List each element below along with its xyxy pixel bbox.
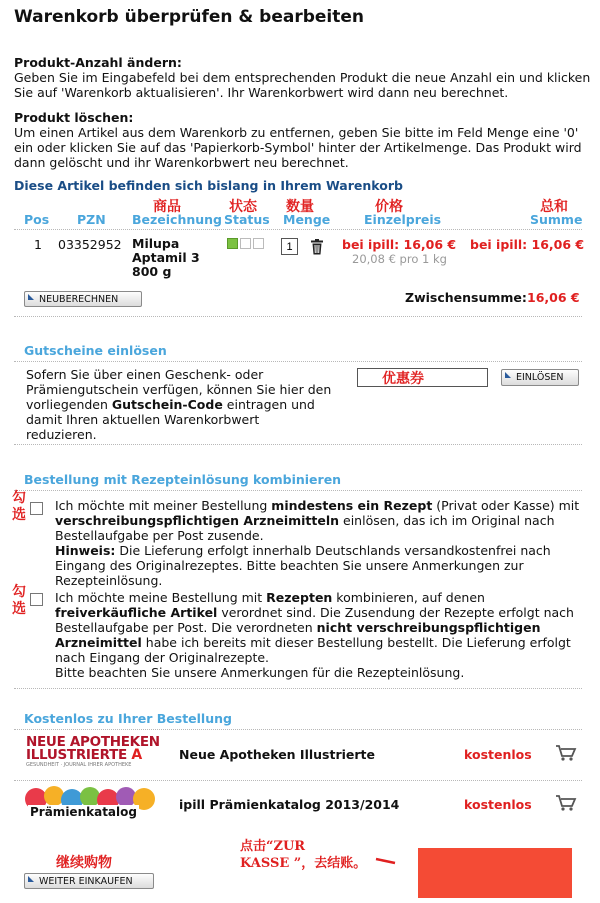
opt1-l1a: Ich möchte mit meiner Bestellung xyxy=(55,498,272,513)
delete-text-1: Um einen Artikel aus dem Warenkorb zu entfernen, geben Sie bitte im Feld Menge eine '0' xyxy=(14,125,579,140)
voucher-text-2: Prämiengutschein verfügen, können Sie hier den xyxy=(26,382,332,397)
col-status: Status xyxy=(224,212,270,227)
page-title: Warenkorb überprüfen & bearbeiten xyxy=(14,7,365,27)
info-count xyxy=(14,55,594,100)
opt2-line-1 xyxy=(55,590,590,605)
checkbox-annotation-1: 勾选 xyxy=(12,490,26,523)
count-text-2: Sie auf 'Warenkorb aktualisieren'. Ihr Warenkorbwert wird dann neu berechnet. xyxy=(14,85,509,100)
logo-line-2-wrap xyxy=(26,749,172,762)
logo-line-1: NEUE APOTHEKEN xyxy=(26,734,160,750)
magazine-logo xyxy=(26,736,172,774)
item-name xyxy=(132,237,200,279)
item-base-price: 20,08 € pro 1 kg xyxy=(352,252,447,266)
count-heading: Produkt-Anzahl ändern: xyxy=(14,55,182,70)
col-pzn: PZN xyxy=(77,212,106,227)
voucher-code-input[interactable] xyxy=(357,368,488,387)
voucher-text-3a: vorliegenden xyxy=(26,397,112,412)
opt1-l2a: verschreibungspflichtigen Arzneimitteln xyxy=(55,513,340,528)
divider xyxy=(14,444,582,445)
catalog-logo xyxy=(24,785,170,823)
info-delete xyxy=(14,110,594,170)
delete-text-2: ein oder klicken Sie auf das 'Papierkorb-Symbol' hinter der Artikelmenge. Das Produkt wird xyxy=(14,140,582,155)
free-item-price: kostenlos xyxy=(464,797,532,812)
col-name: Bezeichnung xyxy=(132,212,222,227)
trash-icon[interactable] xyxy=(310,239,324,255)
item-total: bei ipill: 16,06 € xyxy=(470,237,585,252)
opt1-line-2 xyxy=(55,513,590,528)
opt2-l4a: Arzneimittel xyxy=(55,635,142,650)
opt1-l4b: Die Lieferung erfolgt innerhalb Deutschlands versandkostenfrei nach xyxy=(115,543,551,558)
opt1-note-label: Hinweis: xyxy=(55,543,116,558)
redeem-voucher-button[interactable] xyxy=(501,369,579,386)
opt1-l1b: mindestens ein Rezept xyxy=(271,498,433,513)
continue-shopping-label: WEITER EINKAUFEN xyxy=(39,876,133,887)
recalculate-button[interactable] xyxy=(24,291,142,307)
checkbox-annotation-2: 勾选 xyxy=(12,584,26,617)
checkout-button[interactable] xyxy=(418,848,572,898)
annotation-name: 商品 xyxy=(153,199,181,215)
divider xyxy=(14,316,582,317)
prescription-otc-checkbox[interactable] xyxy=(30,593,43,606)
prescription-option-1 xyxy=(55,498,590,588)
col-qty: Menge xyxy=(283,212,331,227)
opt2-l1c: kombinieren, auf denen xyxy=(332,590,485,605)
status-green-box xyxy=(227,238,238,249)
voucher-text-1: Sofern Sie über einen Geschenk- oder xyxy=(26,367,264,382)
pharmacy-a-icon: A xyxy=(131,747,142,763)
add-to-cart-icon[interactable] xyxy=(555,744,577,762)
opt1-line-1 xyxy=(55,498,590,513)
opt1-line-6: Rezepteinlösung. xyxy=(55,573,163,588)
opt2-l4b: habe ich bereits mit dieser Bestellung bestellt. Die Lieferung erfolgt xyxy=(141,635,571,650)
delete-text-3: dann gelöscht und ihr Warenkorbwert neu berechnet. xyxy=(14,155,349,170)
subtotal-value: 16,06 € xyxy=(527,290,580,305)
arrow-icon xyxy=(28,294,34,300)
item-pos: 1 xyxy=(34,237,42,252)
prescription-option-2 xyxy=(55,590,590,680)
opt2-line-3 xyxy=(55,620,590,635)
opt1-line-3: Bestellaufgabe per Post zusende. xyxy=(55,528,264,543)
opt1-line-5: Eingang des Originalrezeptes. Bitte beachten Sie unsere Anmerkungen zur xyxy=(55,558,524,573)
continue-shopping-button[interactable] xyxy=(24,873,154,889)
voucher-annotation: 优惠券 xyxy=(382,371,424,387)
logo-tagline: GESUNDHEIT · JOURNAL IHRER APOTHEKE xyxy=(26,762,132,768)
logo-line-2: ILLUSTRIERTE xyxy=(26,747,127,763)
voucher-description xyxy=(26,367,346,442)
free-items-heading: Kostenlos zu Ihrer Bestellung xyxy=(24,711,232,726)
divider xyxy=(14,490,582,491)
opt2-l3a: Bestellaufgabe per Post. Die verordneten xyxy=(55,620,317,635)
col-sum: Summe xyxy=(530,212,583,227)
col-pos: Pos xyxy=(24,212,50,227)
catalog-logo-text: Prämienkatalog xyxy=(30,805,137,819)
opt2-line-4 xyxy=(55,635,590,650)
voucher-text-3 xyxy=(26,397,346,412)
redeem-label: EINLÖSEN xyxy=(516,372,564,383)
annotation-qty: 数量 xyxy=(286,199,314,215)
table-row xyxy=(0,235,600,283)
count-text-1: Geben Sie im Eingabefeld bei dem entsprechenden Produkt die neue Anzahl ein und klicken xyxy=(14,70,591,85)
status-empty-box xyxy=(240,238,251,249)
opt2-l2a: freiverkäufliche Artikel xyxy=(55,605,218,620)
arrow-annotation-icon xyxy=(375,853,397,859)
col-unit-price: Einzelpreis xyxy=(364,212,442,227)
cart-heading: Diese Artikel befinden sich bislang in Ihrem Warenkorb xyxy=(14,178,403,193)
arrow-icon xyxy=(505,372,511,378)
voucher-text-5: reduzieren. xyxy=(26,427,97,442)
opt2-l2b: verordnet sind. Die Zusendung der Rezepte erfolgt nach xyxy=(217,605,574,620)
opt1-line-4 xyxy=(55,543,590,558)
status-empty-box xyxy=(253,238,264,249)
add-to-cart-icon[interactable] xyxy=(555,794,577,812)
voucher-heading: Gutscheine einlösen xyxy=(24,343,167,358)
opt1-l2b: einlösen, das ich im Original nach xyxy=(339,513,555,528)
checkout-annotation-line-2: KASSE ”，去结账。 xyxy=(240,856,367,871)
divider xyxy=(14,361,582,362)
table-header-divider xyxy=(14,229,582,230)
subtotal-label: Zwischensumme: xyxy=(405,290,527,305)
voucher-text-4: damit Ihren aktuellen Warenkorbwert xyxy=(26,412,260,427)
opt2-l3b: nicht verschreibungspflichtigen xyxy=(316,620,541,635)
item-name-line-3: 800 g xyxy=(132,264,172,279)
item-name-line-2: Aptamil 3 xyxy=(132,250,200,265)
opt2-l1a: Ich möchte meine Bestellung mit xyxy=(55,590,267,605)
voucher-text-3c: eintragen und xyxy=(222,397,315,412)
prescription-rx-checkbox[interactable] xyxy=(30,502,43,515)
voucher-code-label: Gutschein-Code xyxy=(111,397,223,412)
divider xyxy=(14,688,582,689)
divider xyxy=(14,780,582,781)
arrow-icon xyxy=(28,876,34,882)
item-unit-price: bei ipill: 16,06 € xyxy=(342,237,457,252)
annotation-price: 价格 xyxy=(375,199,403,215)
opt2-line-2 xyxy=(55,605,590,620)
divider xyxy=(14,729,582,730)
free-item-name: Neue Apotheken Illustrierte xyxy=(179,747,376,762)
item-pzn: 03352952 xyxy=(58,237,122,252)
free-item-price: kostenlos xyxy=(464,747,532,762)
opt2-line-5: nach Eingang der Originalrezepte. xyxy=(55,650,270,665)
opt2-line-6: Bitte beachten Sie unsere Anmerkungen für die Rezepteinlösung. xyxy=(55,665,465,680)
opt2-l1b: Rezepten xyxy=(266,590,333,605)
annotation-sum: 总和 xyxy=(540,199,568,215)
continue-annotation: 继续购物 xyxy=(56,855,112,871)
checkout-annotation xyxy=(240,838,366,872)
free-item-name: ipill Prämienkatalog 2013/2014 xyxy=(179,797,400,812)
item-name-line-1: Milupa xyxy=(132,236,180,251)
delete-heading: Produkt löschen: xyxy=(14,110,134,125)
quantity-input[interactable] xyxy=(281,238,298,255)
annotation-status: 状态 xyxy=(229,199,257,215)
recalculate-label: NEUBERECHNEN xyxy=(39,294,119,305)
prescription-heading: Bestellung mit Rezepteinlösung kombinieren xyxy=(24,472,342,487)
opt1-l1c: (Privat oder Kasse) mit xyxy=(432,498,580,513)
checkout-annotation-line-1: 点击“ZUR xyxy=(240,839,306,854)
status-indicator xyxy=(227,238,267,249)
